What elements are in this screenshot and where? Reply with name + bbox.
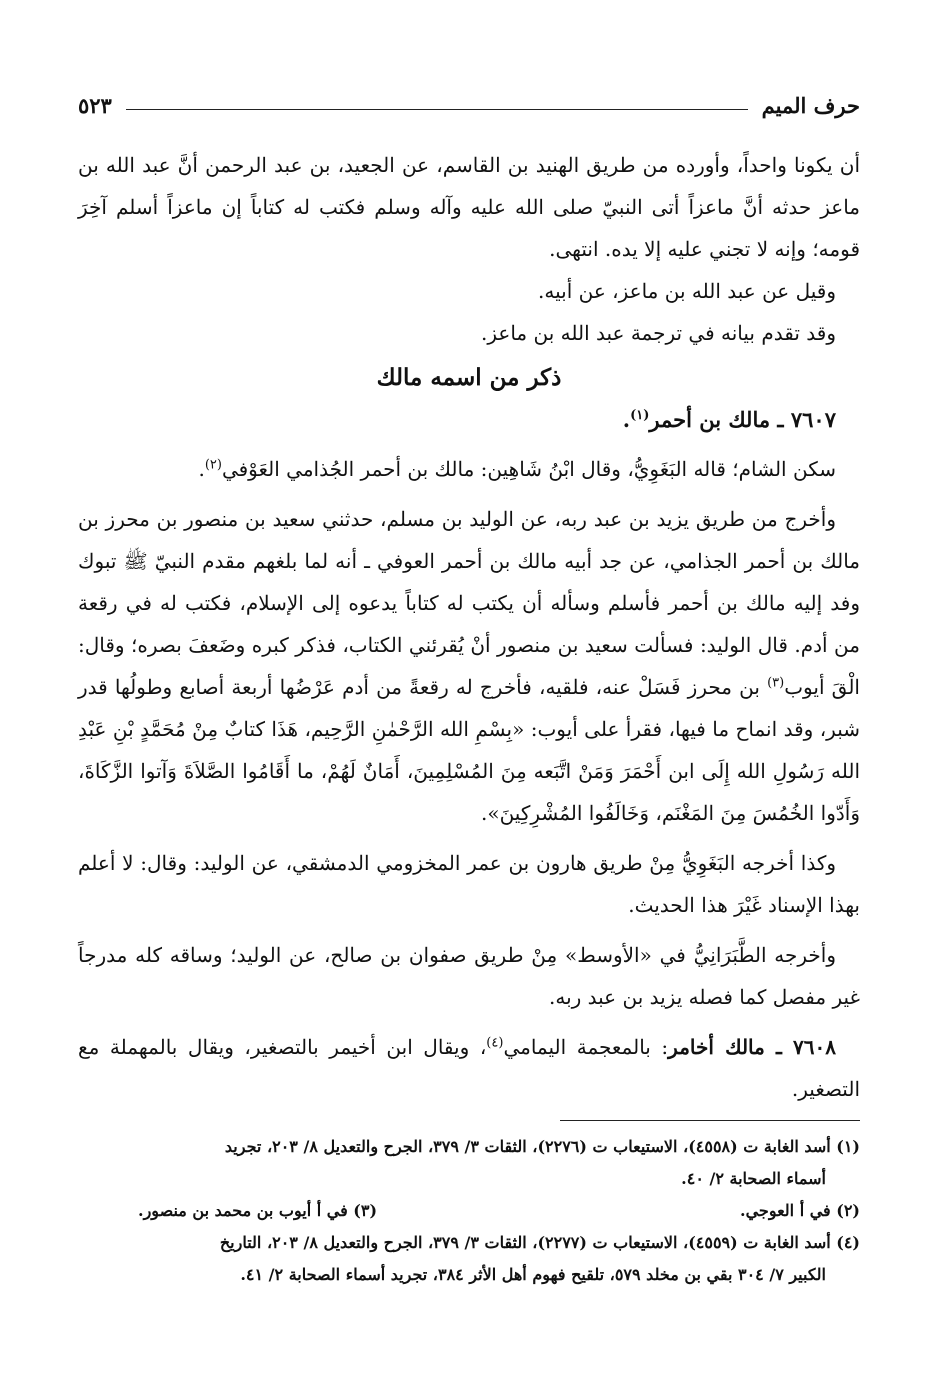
entry-7607-title-end: . xyxy=(622,407,631,432)
section-heading: ذكر من اسمه مالك xyxy=(376,364,562,391)
footnotes xyxy=(78,1131,860,1291)
entry-7608-text-a: : بالمعجمة اليمامي xyxy=(503,1035,669,1059)
main-text-1: وأخرج من طريق يزيد بن عبد ربه، عن الوليد بن مسلم، حدثني سعيد بن منصور بن محرز بن مالك بن أحمر الجذامي، عن جد أبيه مالك بن أحمر العوفي ـ أنه لما بلغهم مقدم النبيّ ﷺ تبوك وفد إليه مالك بن أحمر فأسلم وسأله أن يكتب له كتاباً يدعوه إلى الإسلام، فكتب له في رقعة من أدم. قال الوليد: فسألت سعيد بن منصور أنْ يُقرئني الكتاب، فذكر كبره وضَعفَ بصره؛ وقال: الْقَ أيوب xyxy=(78,507,860,699)
footnote-1-continued: أسماء الصحابة ٢/ ٤٠. xyxy=(681,1169,826,1188)
paragraph-kadha: وكذا أخرجه البَغَوِيُّ مِنْ طريق هارون بن عمر المخزومي الدمشقي، عن الوليد: وقال: لا أعلم بهذا الإسناد غَيْرَ هذا الحديث. xyxy=(78,851,860,917)
body-text xyxy=(78,144,860,1110)
entry-7608-text-b: ، ويقال ابن أخيمر بالتصغير، ويقال بالمهملة مع التصغير. xyxy=(78,1035,860,1101)
running-title: حرف الميم xyxy=(761,93,860,118)
paragraph-main-hadith xyxy=(78,498,860,834)
paragraph-continued: أن يكونا واحداً، وأورده من طريق الهنيد بن القاسم، عن الجعيد، بن عبد الرحمن أنَّ عبد الله بن ماعز حدثه أنَّ ماعزاً أتى النبيّ صلى الله عليه وآله وسلم فكتب له كتاباً إن ماعزاً أسلم آخِرَ قومه؛ وإنه لا تجني عليه إلا يده. انتهى. xyxy=(78,153,860,261)
main-text-2: بن محرز فَسَلْ عنه، فلقيه، فأخرج له رقعةً من أدم عَرْضُها أربعة أصابع وطولُها قدر شبر، وقد انماح ما فيها، فقرأ على أيوب: «بِسْمِ الله الرَّحْمٰنِ الرَّحِيم، هَذَا كتابٌ مِنْ مُحَمَّدٍ بْنِ عَبْدِ الله رَسُولِ الله إِلَى ابن أَحْمَرَ وَمَنْ اتَّبَعه مِنَ المُسْلِمِينَ، أَمَانٌ لَهُمْ، ما أَقَامُوا الصَّلاَةَ وَآتوا الزَّكَاةَ، وَأَدّوا الخُمُسَ مِنَ المَغْنَم، وَخَالَفُوا المُشْرِكِينَ». xyxy=(78,675,860,825)
footnote-marker-1: (١) xyxy=(630,408,650,423)
footnote-4: (٤) أسد الغابة ت (٤٥٥٩)، الاستيعاب ت (٢٢٧٧)، الثقات ٣/ ٣٧٩، الجرح والتعديل ٨/ ٢٠٣، التاريخ xyxy=(219,1233,860,1252)
paragraph-qil: وقيل عن عبد الله بن ماعز، عن أبيه. xyxy=(538,279,836,303)
paragraph-taqaddam: وقد تقدم بيانه في ترجمة عبد الله بن ماعز. xyxy=(481,321,836,345)
document-page xyxy=(78,84,860,1291)
footnote-4-continued: الكبير ٧/ ٣٠٤ بقي بن مخلد ٥٧٩، تلقيح فهوم أهل الأثر ٣٨٤، تجريد أسماء الصحابة ٢/ ٤١. xyxy=(240,1265,826,1284)
footnote-1: (١) أسد الغابة ت (٤٥٥٨)، الاستيعاب ت (٢٢٧٦)، الثقات ٣/ ٣٧٩، الجرح والتعديل ٨/ ٢٠٣، تجريد xyxy=(224,1137,860,1156)
footnote-rule xyxy=(560,1120,860,1121)
page-header xyxy=(78,84,860,118)
entry-7607-title xyxy=(78,400,860,440)
intro-end: . xyxy=(198,457,205,481)
footnote-3: (٣) في أ أيوب بن محمد بن منصور. xyxy=(138,1201,378,1220)
entry-7607-title-text: ٧٦٠٧ ـ مالك بن أحمر xyxy=(649,407,836,432)
footnote-marker-2: (٢) xyxy=(204,457,222,473)
page-number: ٥٢٣ xyxy=(78,93,112,118)
intro-text: سكن الشام؛ قاله البَغَوِيُّ، وقال ابْنُ شَاهِين: مالك بن أحمر الجُذامي العَوْفي xyxy=(221,457,836,481)
footnote-2: (٢) في أ العوجي. xyxy=(740,1201,860,1220)
footnote-marker-4: (٤) xyxy=(486,1035,504,1051)
header-rule xyxy=(126,109,748,110)
paragraph-tabarani: وأخرجه الطَّبَرَانِيُّ في «الأوسط» مِنْ طريق صفوان بن صالح، عن الوليد؛ وساقه كله مدرجاً غير مفصل كما فصله يزيد بن عبد ربه. xyxy=(78,943,860,1009)
entry-7608-title: ٧٦٠٨ ـ مالك أخامر xyxy=(668,1035,836,1059)
footnote-marker-3: (٣) xyxy=(767,675,785,691)
paragraph-intro xyxy=(78,448,860,490)
footnote-row-2-3 xyxy=(78,1195,860,1227)
paragraph-entry-7608 xyxy=(78,1026,860,1110)
